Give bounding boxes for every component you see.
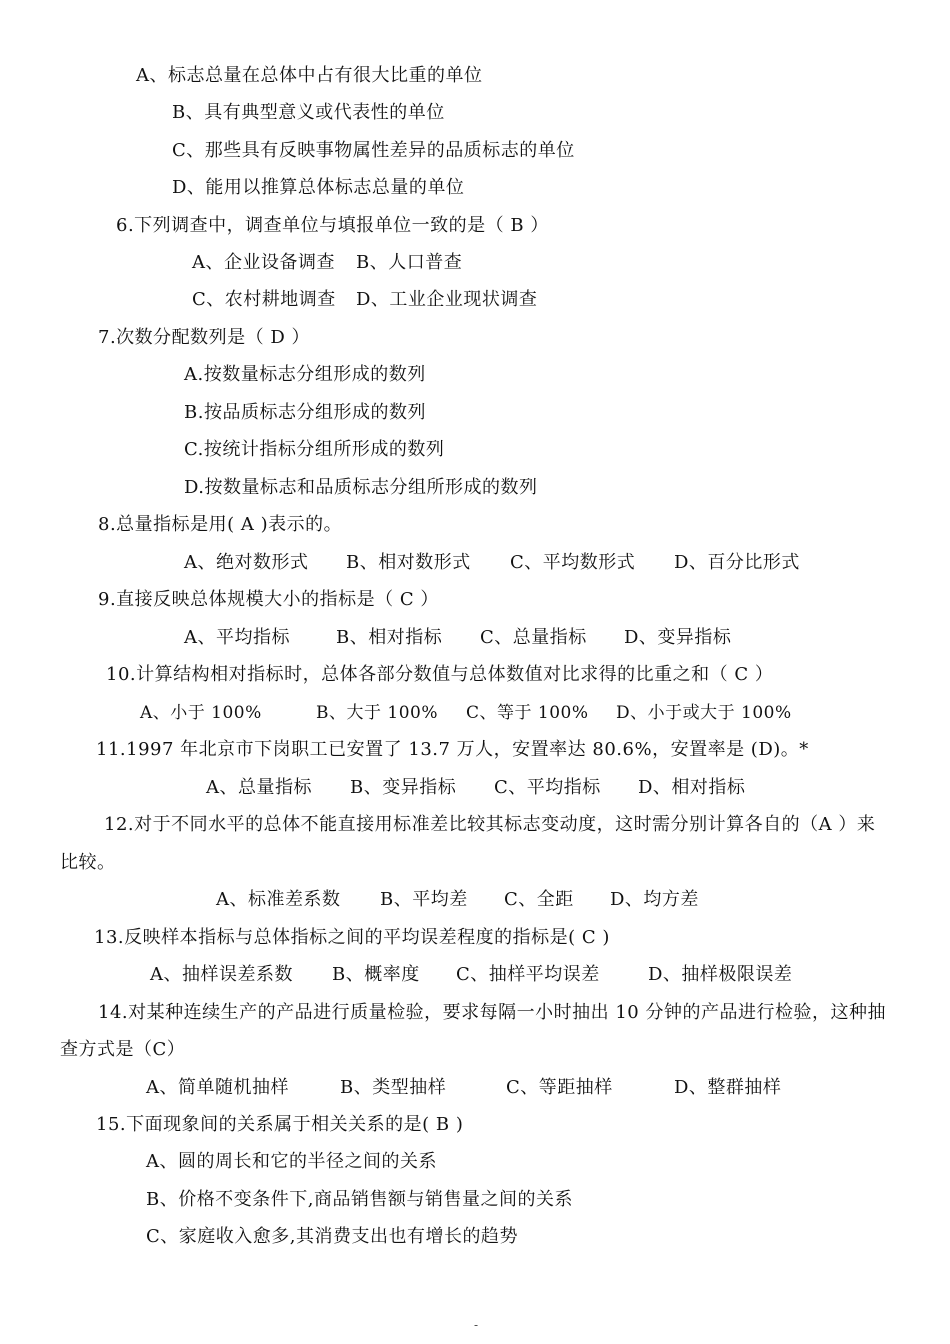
q10-option-b: B、大于 100% bbox=[316, 703, 438, 723]
q6-options-row-1 bbox=[192, 251, 462, 275]
page-footer-mark: - bbox=[474, 1318, 479, 1332]
q9-option-d: D、变异指标 bbox=[624, 627, 732, 648]
q14-option-c: C、等距抽样 bbox=[506, 1077, 613, 1098]
q12-option-c: C、全距 bbox=[504, 889, 574, 910]
q12-stem-line-1: 12.对于不同水平的总体不能直接用标准差比较其标志变动度，这时需分别计算各自的（A ）来 bbox=[104, 814, 876, 835]
q11-option-b: B、变异指标 bbox=[350, 777, 457, 798]
q12-option-d: D、均方差 bbox=[610, 889, 699, 910]
q5-option-b: B、具有典型意义或代表性的单位 bbox=[172, 102, 445, 123]
q7-stem: 7.次数分配数列是（ D ） bbox=[98, 327, 311, 348]
q7-option-b: B.按品质标志分组形成的数列 bbox=[184, 402, 426, 423]
q9-options bbox=[184, 626, 731, 650]
q6-option-d: D、工业企业现状调查 bbox=[356, 289, 538, 310]
q8-option-c: C、平均数形式 bbox=[510, 552, 636, 573]
q12-option-b: B、平均差 bbox=[380, 889, 468, 910]
q13-options bbox=[150, 963, 792, 987]
q12-stem-line-2: 比较。 bbox=[60, 852, 116, 873]
q14-option-b: B、类型抽样 bbox=[340, 1077, 447, 1098]
q9-option-b: B、相对指标 bbox=[336, 627, 443, 648]
q15-option-a: A、圆的周长和它的半径之间的关系 bbox=[146, 1151, 437, 1172]
q14-option-d: D、整群抽样 bbox=[674, 1077, 782, 1098]
q9-option-c: C、总量指标 bbox=[480, 627, 587, 648]
q5-option-c: C、那些具有反映事物属性差异的品质标志的单位 bbox=[172, 140, 575, 161]
q13-option-c: C、抽样平均误差 bbox=[456, 964, 600, 985]
q6-option-a: A、企业设备调查 bbox=[192, 252, 335, 273]
q8-options bbox=[184, 551, 800, 575]
q11-option-d: D、相对指标 bbox=[638, 777, 746, 798]
q13-option-d: D、抽样极限误差 bbox=[648, 964, 793, 985]
q8-option-d: D、百分比形式 bbox=[674, 552, 800, 573]
q9-stem: 9.直接反映总体规模大小的指标是（ C ） bbox=[98, 589, 439, 610]
q7-option-d: D.按数量标志和品质标志分组所形成的数列 bbox=[184, 477, 538, 498]
q14-option-a: A、简单随机抽样 bbox=[146, 1077, 289, 1098]
q13-stem: 13.反映样本指标与总体指标之间的平均误差程度的指标是( C ) bbox=[94, 927, 610, 948]
q6-option-c: C、农村耕地调查 bbox=[192, 289, 336, 310]
q6-options-row-2 bbox=[192, 288, 537, 312]
q14-options bbox=[146, 1076, 781, 1100]
q6-option-b: B、人口普查 bbox=[356, 252, 463, 273]
q5-option-a: A、标志总量在总体中占有很大比重的单位 bbox=[136, 65, 483, 86]
q14-stem-line-2: 查方式是（C） bbox=[60, 1039, 186, 1060]
q7-option-a: A.按数量标志分组形成的数列 bbox=[184, 364, 426, 385]
q11-option-a: A、总量指标 bbox=[206, 777, 312, 798]
q15-option-b: B、价格不变条件下,商品销售额与销售量之间的关系 bbox=[146, 1189, 573, 1210]
q14-stem-line-1: 14.对某种连续生产的产品进行质量检验，要求每隔一小时抽出 10 分钟的产品进行检验，这种抽 bbox=[98, 1002, 886, 1023]
q6-stem: 6.下列调查中，调查单位与填报单位一致的是（ B ） bbox=[116, 215, 549, 236]
q9-option-a: A、平均指标 bbox=[184, 627, 290, 648]
q11-option-c: C、平均指标 bbox=[494, 777, 601, 798]
q8-option-a: A、绝对数形式 bbox=[184, 552, 309, 573]
q10-stem: 10.计算结构相对指标时，总体各部分数值与总体数值对比求得的比重之和（ C ） bbox=[106, 664, 774, 685]
q13-option-b: B、概率度 bbox=[332, 964, 420, 985]
q10-option-c: C、等于 100% bbox=[466, 703, 589, 723]
q11-stem: 11.1997 年北京市下岗职工已安置了 13.7 万人，安置率达 80.6%，安置率是 (D)。* bbox=[96, 739, 809, 760]
q10-option-a: A、小于 100% bbox=[140, 703, 262, 723]
q8-stem: 8.总量指标是用( A )表示的。 bbox=[98, 514, 343, 535]
q8-option-b: B、相对数形式 bbox=[346, 552, 471, 573]
q10-options bbox=[140, 701, 792, 725]
q15-stem: 15.下面现象间的关系属于相关关系的是( B ) bbox=[96, 1114, 464, 1135]
q15-option-c: C、家庭收入愈多,其消费支出也有增长的趋势 bbox=[146, 1226, 518, 1247]
q13-option-a: A、抽样误差系数 bbox=[150, 964, 293, 985]
q7-option-c: C.按统计指标分组所形成的数列 bbox=[184, 439, 445, 460]
q12-options bbox=[216, 888, 699, 912]
q5-option-d: D、能用以推算总体标志总量的单位 bbox=[172, 177, 465, 198]
q12-option-a: A、标准差系数 bbox=[216, 889, 341, 910]
q11-options bbox=[206, 776, 745, 800]
q10-option-d: D、小于或大于 100% bbox=[616, 703, 792, 723]
